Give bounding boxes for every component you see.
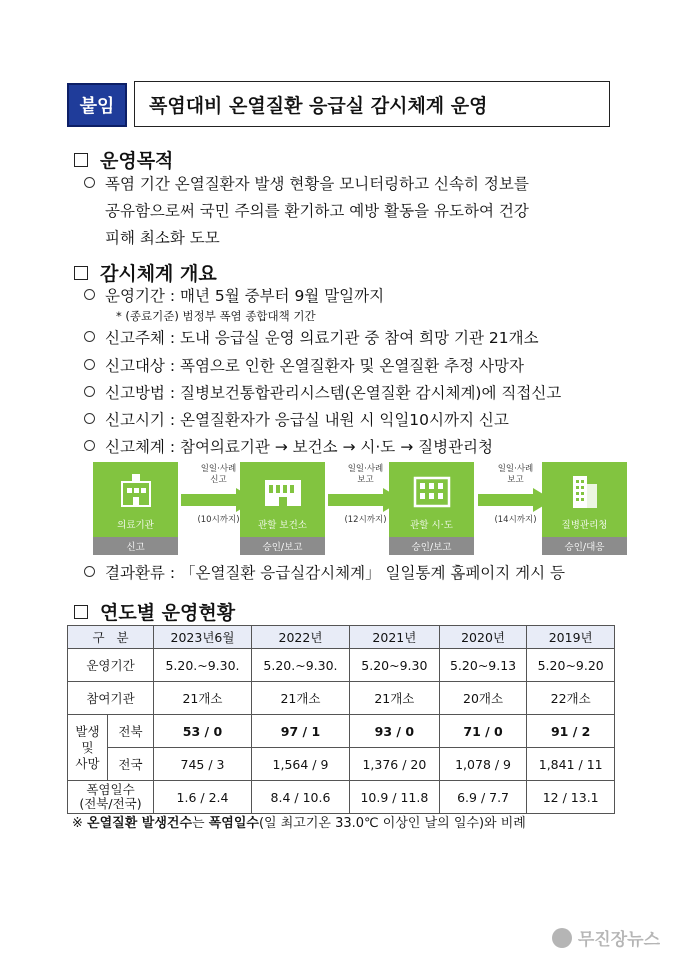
flow-arrow-label: 일일·사례 신고	[200, 464, 237, 485]
table-row	[68, 748, 615, 781]
circle-bullet-icon	[84, 331, 95, 342]
flow-node-name: 관할 보건소	[258, 520, 307, 531]
footnote-bold-1: 온열질환 발생건수	[87, 816, 193, 831]
overview-item: 신고시기 : 온열질환자가 응급실 내원 시 익일10시까지 신고	[84, 407, 509, 434]
circle-bullet-icon	[84, 386, 95, 397]
purpose-line-2: 공유함으로써 국민 주의를 환기하고 예방 활동을 유도하여 건강	[105, 202, 529, 220]
table-cell: 5.20~9.30	[349, 649, 439, 682]
circle-bullet-icon	[84, 289, 95, 300]
section-overview-heading	[74, 259, 217, 286]
table-cell: 5.20~9.13	[439, 649, 527, 682]
flow-node-role: 승인/대응	[542, 537, 627, 555]
overview-period-note: * (종료기준) 범정부 폭염 종합대책 기간	[116, 309, 316, 323]
table-row	[68, 781, 615, 814]
table-cell: 20개소	[439, 682, 527, 715]
table-cell: 93 / 0	[349, 715, 439, 748]
table-cell: 8.4 / 10.6	[251, 781, 349, 814]
table-header-cell: 2020년	[439, 626, 527, 649]
footnote-mark: ※	[72, 816, 83, 831]
overview-result: 결과환류 : 「온열질환 응급실감시체계」 일일통계 홈페이지 게시 등	[84, 560, 565, 587]
footnote-text-2: (일 최고기온 33.0℃ 이상인 날의 일수)와 비례	[258, 816, 526, 831]
row-label: 전북	[108, 715, 154, 748]
tower-building-icon	[565, 474, 605, 510]
table-cell: 1,841 / 11	[527, 748, 615, 781]
flow-node-role: 승인/보고	[240, 537, 325, 555]
checkbox-icon	[74, 266, 88, 280]
table-row	[68, 715, 615, 748]
flow-node-role: 신고	[93, 537, 178, 555]
table-cell: 22개소	[527, 682, 615, 715]
overview-item: 신고체계 : 참여의료기관 → 보건소 → 시·도 → 질병관리청	[84, 434, 493, 461]
footnote-text-1: 는	[192, 816, 209, 831]
circle-bullet-icon	[84, 566, 95, 577]
flow-node-health-center	[240, 462, 325, 555]
flow-node-role: 승인/보고	[389, 537, 474, 555]
flow-arrow-deadline: (12시까지)	[344, 515, 387, 525]
table-cell: 1,564 / 9	[251, 748, 349, 781]
flow-arrow-deadline: (14시까지)	[494, 515, 537, 525]
table-header-cell: 2021년	[349, 626, 439, 649]
table-cell: 745 / 3	[154, 748, 252, 781]
table-cell: 21개소	[349, 682, 439, 715]
flow-arrow-label: 일일·사례 보고	[347, 464, 384, 485]
table-cell: 6.9 / 7.7	[439, 781, 527, 814]
flow-node-hospital	[93, 462, 178, 555]
government-building-icon	[412, 474, 452, 508]
circle-bullet-icon	[84, 440, 95, 451]
table-cell: 5.20.~9.30.	[154, 649, 252, 682]
table-cell: 53 / 0	[154, 715, 252, 748]
table-header-cell: 2019년	[527, 626, 615, 649]
table-cell: 5.20.~9.30.	[251, 649, 349, 682]
attachment-tag: 붙임	[67, 83, 127, 127]
circle-bullet-icon	[84, 413, 95, 424]
reporting-flow-diagram	[93, 462, 613, 557]
table-cell: 21개소	[154, 682, 252, 715]
table-cell: 97 / 1	[251, 715, 349, 748]
hospital-icon	[118, 474, 154, 508]
checkbox-icon	[74, 605, 88, 619]
section-yearly-title: 연도별 운영현황	[100, 602, 236, 624]
table-header-cell: 2022년	[251, 626, 349, 649]
purpose-line-1: 폭염 기간 온열질환자 발생 현황을 모니터링하고 신속히 정보를	[84, 171, 529, 198]
flow-node-kdca	[542, 462, 627, 555]
table-cell: 21개소	[251, 682, 349, 715]
section-yearly-heading	[74, 598, 235, 625]
table-row	[68, 682, 615, 715]
watermark-text: 무진장뉴스	[577, 930, 660, 950]
overview-period: 운영기간 : 매년 5월 중부터 9월 말일까지	[84, 283, 384, 310]
table-cell: 5.20~9.20	[527, 649, 615, 682]
table-row	[68, 649, 615, 682]
purpose-line-3: 피해 최소화 도모	[105, 229, 220, 247]
row-label: 참여기관	[68, 682, 154, 715]
checkbox-icon	[74, 153, 88, 167]
circle-bullet-icon	[84, 177, 95, 188]
row-label: 폭염일수 (전북/전국)	[68, 781, 154, 814]
section-purpose-heading	[74, 146, 173, 173]
table-cell: 1.6 / 2.4	[154, 781, 252, 814]
page-title: 폭염대비 온열질환 응급실 감시체계 운영	[134, 81, 610, 127]
table-header-cell: 구 분	[68, 626, 154, 649]
watermark-logo-icon	[552, 928, 572, 948]
yearly-status-table	[67, 625, 615, 814]
row-label: 전국	[108, 748, 154, 781]
flow-node-name: 의료기관	[117, 520, 154, 531]
table-header-row	[68, 626, 615, 649]
row-label: 운영기간	[68, 649, 154, 682]
circle-bullet-icon	[84, 359, 95, 370]
flow-arrow-label: 일일·사례 보고	[497, 464, 534, 485]
building-icon	[263, 474, 303, 508]
table-cell: 91 / 2	[527, 715, 615, 748]
table-cell: 1,376 / 20	[349, 748, 439, 781]
table-cell: 10.9 / 11.8	[349, 781, 439, 814]
table-header-cell: 2023년6월	[154, 626, 252, 649]
flow-node-name: 질병관리청	[561, 520, 608, 531]
section-purpose-title: 운영목적	[100, 150, 174, 172]
table-cell: 71 / 0	[439, 715, 527, 748]
table-cell: 1,078 / 9	[439, 748, 527, 781]
footnote-bold-2: 폭염일수	[208, 816, 259, 831]
section-overview-title: 감시체계 개요	[100, 263, 217, 285]
overview-item: 신고대상 : 폭염으로 인한 온열질환자 및 온열질환 추정 사망자	[84, 353, 524, 380]
watermark	[552, 925, 660, 950]
overview-item: 신고방법 : 질병보건통합관리시스템(온열질환 감시체계)에 직접신고	[84, 380, 561, 407]
flow-node-name: 관할 시·도	[410, 520, 453, 531]
table-cell: 12 / 13.1	[527, 781, 615, 814]
overview-item: 신고주체 : 도내 응급실 운영 의료기관 중 참여 희망 기관 21개소	[84, 325, 539, 352]
flow-node-province	[389, 462, 474, 555]
row-group-label: 발생 및 사망	[68, 715, 108, 781]
footnote	[72, 812, 526, 831]
flow-arrow-deadline: (10시까지)	[197, 515, 240, 525]
